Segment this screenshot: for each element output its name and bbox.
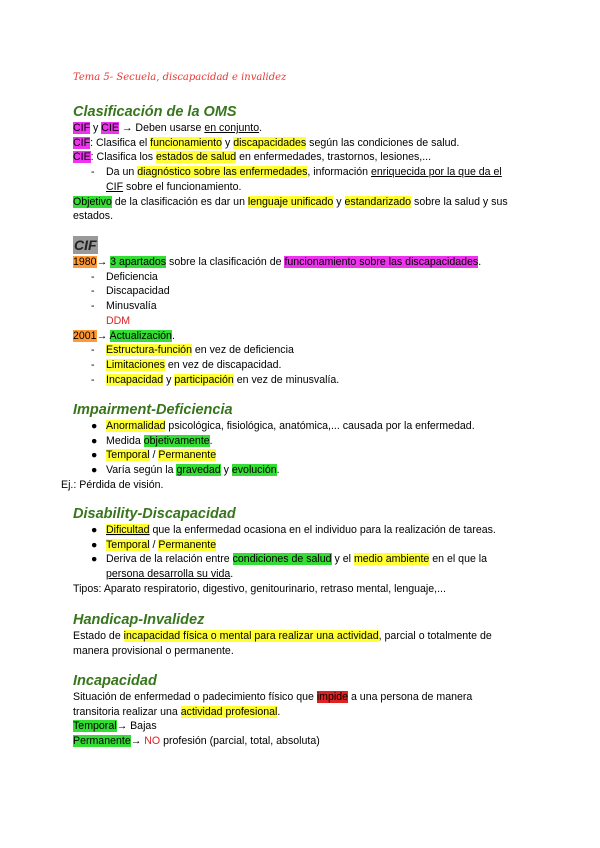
underlined-text: persona desarrolla su vida <box>106 568 231 581</box>
text: Deficiencia <box>106 270 158 283</box>
text: : Clasifica el <box>90 136 151 149</box>
text: y <box>163 373 175 386</box>
text: sobre la salud y sus <box>411 195 508 208</box>
text: sobre el funcionamiento. <box>123 180 242 193</box>
hl-medio-ambiente: medio ambiente <box>353 553 430 566</box>
text: Varía según la <box>106 464 177 477</box>
dash-marker: - <box>91 358 95 371</box>
bullet-item <box>73 419 533 434</box>
bullet-marker: ● <box>91 524 98 536</box>
ddm-label: DDM <box>106 314 131 327</box>
bullet-item <box>73 523 533 538</box>
heading-oms: Clasificación de la OMS <box>73 104 237 120</box>
incapacidad-line-3 <box>73 719 533 734</box>
text: y <box>220 464 232 477</box>
dash-marker: - <box>91 166 95 179</box>
text: en vez de minusvalía. <box>233 373 340 386</box>
text: . <box>209 434 213 447</box>
bullet-item <box>73 552 533 567</box>
hl-objetivo: Objetivo <box>73 195 112 208</box>
hl-evolucion: evolución <box>231 464 277 477</box>
hl-incapacidad-fisica: incapacidad física o mental para realizar una actividad <box>123 630 379 642</box>
text: . <box>277 705 281 718</box>
hl-permanente: Permanente <box>158 449 217 462</box>
bullet-item <box>73 448 533 463</box>
text: Deriva de la relación entre <box>106 553 233 566</box>
tipos-line: Tipos: Aparato respiratorio, digestivo, genitourinario, retraso mental, lenguaje,... <box>73 582 446 595</box>
text: y <box>222 136 234 149</box>
bullet-marker: ● <box>91 538 98 551</box>
text: / <box>149 449 159 462</box>
hl-permanente: Permanente <box>158 538 217 551</box>
hl-temporal: Temporal <box>106 449 150 462</box>
text: . <box>259 122 263 134</box>
handicap-line-2: manera provisional o permanente. <box>73 644 234 657</box>
text: . <box>230 568 234 581</box>
text: sobre la clasificación de <box>166 256 285 268</box>
hl-actividad-profesional: actividad profesional <box>180 705 278 718</box>
hl-2001: 2001 <box>73 329 97 342</box>
section-cif <box>73 236 533 387</box>
text: : Clasifica los <box>90 151 157 164</box>
section-disability <box>73 505 533 597</box>
section-incapacidad <box>73 672 533 749</box>
incapacidad-line-4 <box>73 734 533 749</box>
dash-marker: - <box>91 344 95 357</box>
hl-objetivamente: objetivamente <box>143 434 210 447</box>
text: → <box>130 735 145 748</box>
bullet-item-cont <box>73 567 533 582</box>
hl-diagnostico: diagnóstico sobre las enfermedades <box>137 166 308 179</box>
section-handicap <box>73 611 533 658</box>
hl-funcionamiento-discapacidades: funcionamiento sobre las discapacidades <box>284 256 479 268</box>
hl-condiciones-salud: condiciones de salud <box>232 553 332 566</box>
text: y el <box>331 553 354 566</box>
no-text: NO <box>144 735 161 748</box>
heading-handicap: Handicap-Invalidez <box>73 612 205 628</box>
hl-cif: CIF <box>73 136 91 149</box>
hl-actualizacion: Actualización <box>109 329 172 342</box>
section-oms <box>73 103 533 224</box>
hl-discapacidades: discapacidades <box>233 136 307 149</box>
oms-line-6 <box>73 195 533 210</box>
list-item <box>73 343 533 358</box>
example-line: Ej.: Pérdida de visión. <box>61 478 164 491</box>
dash-marker: - <box>91 285 95 298</box>
list-item <box>73 358 533 373</box>
list-item <box>73 299 533 314</box>
text: . <box>478 256 482 268</box>
text: → <box>96 329 110 342</box>
text: / <box>149 538 159 551</box>
list-item <box>73 373 533 388</box>
heading-incapacidad: Incapacidad <box>73 673 157 689</box>
text: en enfermedades, trastornos, lesiones,... <box>236 151 432 164</box>
text: Minusvalía <box>106 300 157 313</box>
oms-line-7: estados. <box>73 210 114 223</box>
text: en vez de deficiencia <box>191 344 294 357</box>
list-item <box>73 270 533 285</box>
bullet-marker: ● <box>91 553 98 566</box>
text: y <box>90 122 102 134</box>
document-title: Tema 5- Secuela, discapacidad e invalidez <box>73 72 287 83</box>
underlined-cif: CIF <box>106 180 124 193</box>
oms-line-1 <box>73 121 533 136</box>
hl-limitaciones: Limitaciones <box>106 358 165 371</box>
section-impairment <box>61 401 533 493</box>
text: psicológica, fisiológica, anatómica,... causada por la enfermedad. <box>165 420 475 432</box>
hl-dificultad: Dificultad <box>106 524 150 536</box>
text: de la clasificación es dar un <box>111 195 248 208</box>
incapacidad-line-2 <box>73 705 533 720</box>
text: → Deben usarse <box>118 122 205 134</box>
hl-incapacidad: Incapacidad <box>106 373 164 386</box>
text: , información <box>307 166 372 179</box>
list-item <box>73 284 533 299</box>
text: transitoria realizar una <box>73 705 181 718</box>
dash-marker: - <box>91 270 95 283</box>
hl-1980: 1980 <box>73 256 97 268</box>
dash-marker: - <box>91 300 95 313</box>
oms-line-3 <box>73 150 533 165</box>
bullet-item <box>73 434 533 449</box>
bullet-marker: ● <box>91 449 98 462</box>
oms-dash-item <box>73 165 533 180</box>
text: , parcial o totalmente de <box>378 630 492 642</box>
text: y <box>333 195 345 208</box>
hl-lenguaje: lenguaje unificado <box>247 195 334 208</box>
hl-funcionamiento: funcionamiento <box>150 136 222 149</box>
hl-temporal: Temporal <box>106 538 150 551</box>
text: Da un <box>106 166 138 179</box>
bullet-marker: ● <box>91 420 98 432</box>
hl-3-apartados: 3 apartados <box>110 256 167 268</box>
text: que la enfermedad ocasiona en el individuo para la realización de tareas. <box>149 524 496 536</box>
hl-impide: impide <box>316 691 349 703</box>
dash-marker: - <box>91 373 95 386</box>
heading-impairment: Impairment-Deficiencia <box>73 402 233 418</box>
bullet-item <box>73 538 533 553</box>
hl-estados-salud: estados de salud <box>156 151 237 164</box>
cif-line-2001 <box>73 329 533 344</box>
hl-anormalidad: Anormalidad <box>106 420 166 432</box>
bullet-marker: ● <box>91 464 98 477</box>
hl-participacion: participación <box>174 373 234 386</box>
hl-temporal: Temporal <box>73 720 117 733</box>
text: Discapacidad <box>106 285 170 298</box>
heading-cif: CIF <box>74 237 97 253</box>
text: Medida <box>106 434 144 447</box>
hl-estandarizado: estandarizado <box>344 195 412 208</box>
bullet-marker: ● <box>91 434 98 447</box>
text: a una persona de manera <box>348 691 473 703</box>
hl-cie: CIE <box>73 151 91 164</box>
hl-cif: CIF <box>73 122 91 134</box>
incapacidad-line-1 <box>73 690 533 705</box>
heading-disability: Disability-Discapacidad <box>73 506 236 522</box>
text: en vez de discapacidad. <box>164 358 282 371</box>
hl-gravedad: gravedad <box>176 464 221 477</box>
text: según las condiciones de salud. <box>306 136 460 149</box>
text: Estado de <box>73 630 124 642</box>
hl-estructura: Estructura-función <box>106 344 192 357</box>
hl-permanente: Permanente <box>73 735 131 748</box>
text: . <box>276 464 280 477</box>
text: → <box>96 256 111 268</box>
oms-line-2 <box>73 136 533 151</box>
underlined-text: enriquecida por la que da el <box>371 166 502 179</box>
handicap-line-1 <box>73 629 533 644</box>
text: en el que la <box>429 553 488 566</box>
hl-cie: CIE <box>101 122 119 134</box>
bullet-item <box>73 463 533 478</box>
oms-dash-item-cont <box>73 180 533 195</box>
text: profesión (parcial, total, absoluta) <box>160 735 320 748</box>
text: Situación de enfermedad o padecimiento físico que <box>73 691 317 703</box>
text: → Bajas <box>116 720 157 733</box>
underlined-text: en conjunto <box>204 122 260 134</box>
cif-line-1980 <box>73 255 533 270</box>
text: . <box>171 329 175 342</box>
